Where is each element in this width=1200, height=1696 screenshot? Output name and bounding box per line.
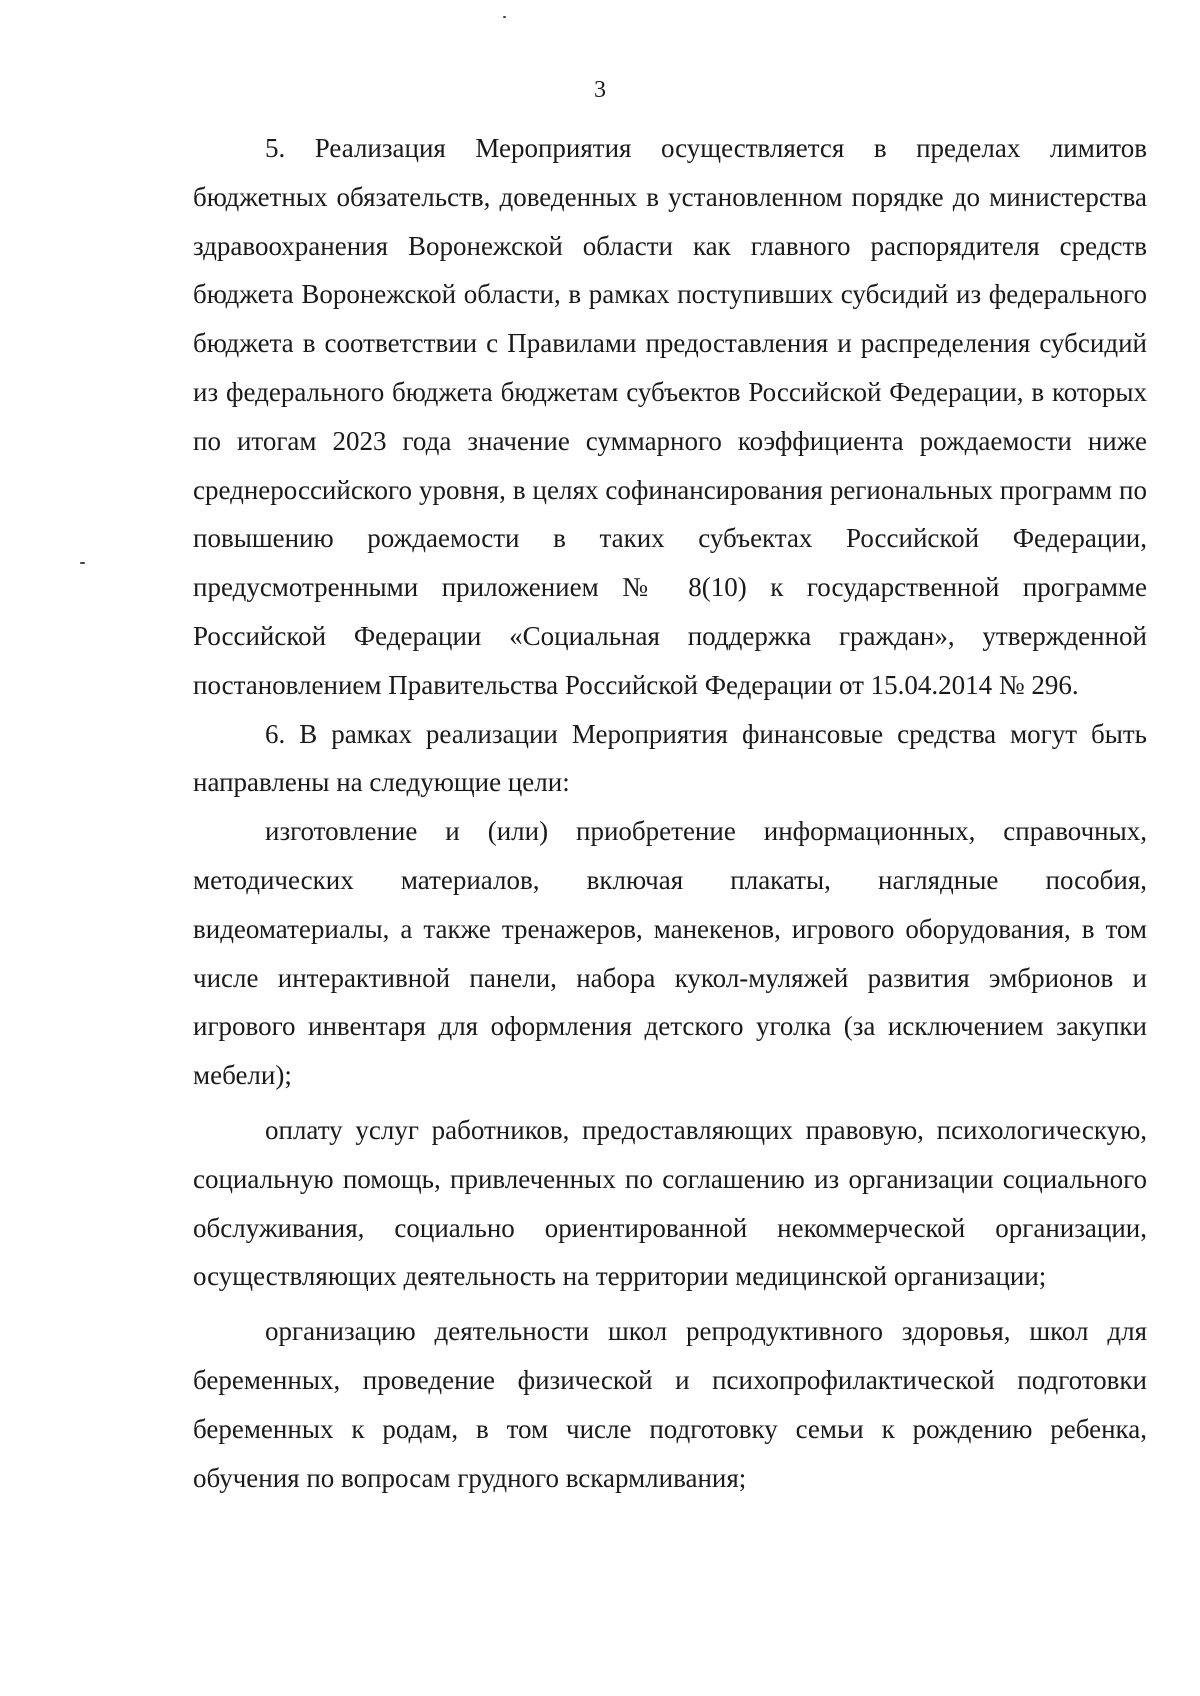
page-number: 3 — [594, 77, 606, 103]
list-item-schools: организацию деятельности школ репродуктивного здоровья, школ для беременных, проведение физической и психопрофилактической подготовки беременных к родам, в том числе подготовку семьи к рождению ребенка, обучения по вопросам грудного вскармливания; — [193, 1316, 1147, 1493]
list-item-materials: изготовление и (или) приобретение информационных, справочных, методических материалов, включая плакаты, наглядные пособия, видеоматериалы, а также тренажеров, манекенов, игрового оборудования, в том числе интерактивной панели, набора кукол-муляжей развития эмбрионов и игрового инвентаря для оформления детского уголка (за исключением закупки мебели); — [193, 816, 1147, 1091]
scan-speck — [80, 562, 85, 564]
body-text — [193, 124, 1147, 1502]
list-item-services: оплату услуг работников, предоставляющих правовую, психологическую, социальную помощь, привлеченных по соглашению из организации социального обслуживания, социально ориентированной некоммерческой организации, осуществляющих деятельность на территории медицинской организации; — [193, 1114, 1147, 1292]
paragraph-5: 5. Реализация Мероприятия осуществляется в пределах лимитов бюджетных обязательств, доведенных в установленном порядке до министерства здравоохранения Воронежской области как главного распорядителя средств бюджета Воронежской области, в рамках поступивших субсидий из федерального бюджета в соответствии с Правилами предоставления и распределения субсидий из федерального бюджета бюджетам субъектов Российской Федерации, в которых по итогам 2023 года значение суммарного коэффициента рождаемости ниже среднероссийского уровня, в целях софинансирования региональных программ по повышению рождаемости в таких субъектах Российской Федерации, предусмотренными приложением № 8(10) к государственной программе Российской Федерации «Социальная поддержка граждан», утвержденной постановлением Правительства Российской Федерации от 15.04.2014 № 296. — [193, 133, 1147, 700]
scan-speck — [503, 16, 506, 18]
paragraph-6: 6. В рамках реализации Мероприятия финансовые средства могут быть направлены на следующие цели: — [193, 718, 1147, 798]
